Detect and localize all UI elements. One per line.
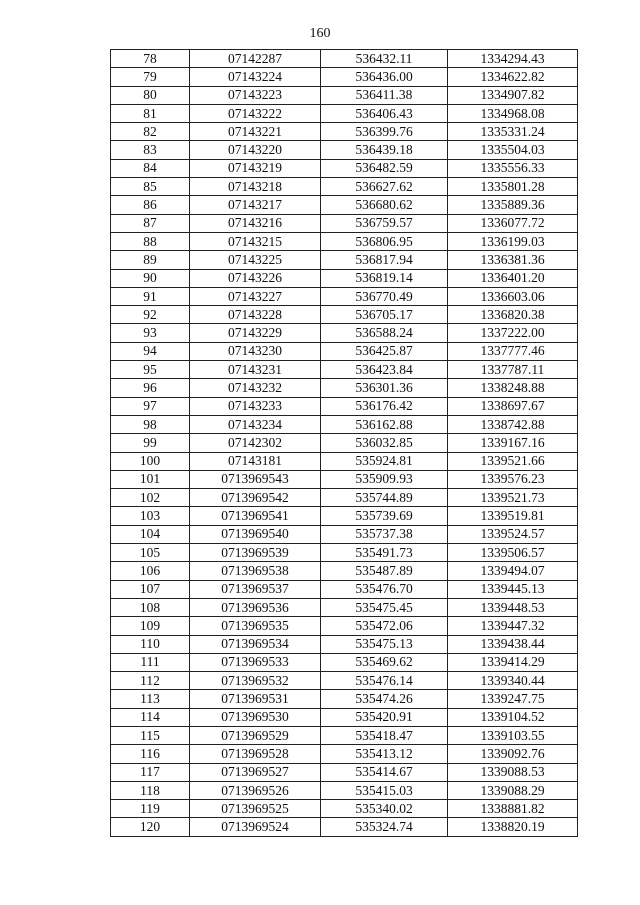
point-number-cell: 119 [111, 800, 190, 818]
table-row [111, 123, 578, 141]
point-number-cell: 83 [111, 141, 190, 159]
point-number-cell: 94 [111, 342, 190, 360]
point-number-cell: 100 [111, 452, 190, 470]
x-coordinate-cell: 536399.76 [321, 123, 448, 141]
point-number-cell: 105 [111, 544, 190, 562]
point-number-cell: 91 [111, 287, 190, 305]
x-coordinate-cell: 536588.24 [321, 324, 448, 342]
y-coordinate-cell: 1338742.88 [448, 415, 578, 433]
point-code-cell: 0713969533 [190, 653, 321, 671]
point-number-cell: 117 [111, 763, 190, 781]
point-number-cell: 89 [111, 251, 190, 269]
point-code-cell: 07143218 [190, 178, 321, 196]
table-row [111, 525, 578, 543]
point-number-cell: 92 [111, 306, 190, 324]
table-row [111, 452, 578, 470]
x-coordinate-cell: 535491.73 [321, 544, 448, 562]
point-number-cell: 96 [111, 379, 190, 397]
table-row [111, 287, 578, 305]
table-row [111, 708, 578, 726]
y-coordinate-cell: 1339414.29 [448, 653, 578, 671]
page-number: 160 [309, 26, 331, 41]
y-coordinate-cell: 1334294.43 [448, 50, 578, 68]
point-code-cell: 0713969535 [190, 617, 321, 635]
x-coordinate-cell: 536759.57 [321, 214, 448, 232]
table-row [111, 104, 578, 122]
point-number-cell: 99 [111, 434, 190, 452]
x-coordinate-cell: 535413.12 [321, 745, 448, 763]
y-coordinate-cell: 1339088.29 [448, 781, 578, 799]
point-number-cell: 81 [111, 104, 190, 122]
y-coordinate-cell: 1339506.57 [448, 544, 578, 562]
table-row [111, 397, 578, 415]
y-coordinate-cell: 1339494.07 [448, 562, 578, 580]
point-code-cell: 07143215 [190, 232, 321, 250]
point-code-cell: 07143219 [190, 159, 321, 177]
point-code-cell: 07143227 [190, 287, 321, 305]
table-row [111, 818, 578, 836]
table-row [111, 68, 578, 86]
x-coordinate-cell: 535418.47 [321, 726, 448, 744]
y-coordinate-cell: 1334968.08 [448, 104, 578, 122]
y-coordinate-cell: 1336199.03 [448, 232, 578, 250]
y-coordinate-cell: 1335889.36 [448, 196, 578, 214]
table-row [111, 617, 578, 635]
x-coordinate-cell: 536032.85 [321, 434, 448, 452]
table-row [111, 489, 578, 507]
point-number-cell: 118 [111, 781, 190, 799]
point-code-cell: 0713969526 [190, 781, 321, 799]
x-coordinate-cell: 535475.13 [321, 635, 448, 653]
point-code-cell: 0713969527 [190, 763, 321, 781]
table-row [111, 544, 578, 562]
point-number-cell: 79 [111, 68, 190, 86]
x-coordinate-cell: 536301.36 [321, 379, 448, 397]
y-coordinate-cell: 1338820.19 [448, 818, 578, 836]
x-coordinate-cell: 536436.00 [321, 68, 448, 86]
point-number-cell: 80 [111, 86, 190, 104]
y-coordinate-cell: 1335331.24 [448, 123, 578, 141]
x-coordinate-cell: 536806.95 [321, 232, 448, 250]
x-coordinate-cell: 535476.14 [321, 672, 448, 690]
point-number-cell: 87 [111, 214, 190, 232]
table-row [111, 178, 578, 196]
table-row [111, 269, 578, 287]
point-code-cell: 07143226 [190, 269, 321, 287]
point-code-cell: 0713969528 [190, 745, 321, 763]
x-coordinate-cell: 535340.02 [321, 800, 448, 818]
x-coordinate-cell: 535474.26 [321, 690, 448, 708]
x-coordinate-cell: 536770.49 [321, 287, 448, 305]
point-number-cell: 90 [111, 269, 190, 287]
point-number-cell: 97 [111, 397, 190, 415]
y-coordinate-cell: 1335556.33 [448, 159, 578, 177]
x-coordinate-cell: 535475.45 [321, 598, 448, 616]
point-code-cell: 0713969531 [190, 690, 321, 708]
table-row [111, 159, 578, 177]
point-code-cell: 07143224 [190, 68, 321, 86]
coordinates-table [110, 49, 578, 837]
point-code-cell: 07143216 [190, 214, 321, 232]
x-coordinate-cell: 536817.94 [321, 251, 448, 269]
y-coordinate-cell: 1339247.75 [448, 690, 578, 708]
y-coordinate-cell: 1339103.55 [448, 726, 578, 744]
point-number-cell: 93 [111, 324, 190, 342]
x-coordinate-cell: 535414.67 [321, 763, 448, 781]
point-code-cell: 0713969529 [190, 726, 321, 744]
point-code-cell: 07143222 [190, 104, 321, 122]
y-coordinate-cell: 1337787.11 [448, 361, 578, 379]
y-coordinate-cell: 1339092.76 [448, 745, 578, 763]
point-code-cell: 07143223 [190, 86, 321, 104]
point-number-cell: 114 [111, 708, 190, 726]
point-code-cell: 07143220 [190, 141, 321, 159]
y-coordinate-cell: 1339576.23 [448, 470, 578, 488]
table-row [111, 196, 578, 214]
point-code-cell: 07142302 [190, 434, 321, 452]
point-code-cell: 0713969541 [190, 507, 321, 525]
table-row [111, 580, 578, 598]
y-coordinate-cell: 1339524.57 [448, 525, 578, 543]
x-coordinate-cell: 536423.84 [321, 361, 448, 379]
point-number-cell: 115 [111, 726, 190, 744]
y-coordinate-cell: 1336603.06 [448, 287, 578, 305]
point-number-cell: 103 [111, 507, 190, 525]
point-code-cell: 07143231 [190, 361, 321, 379]
point-number-cell: 120 [111, 818, 190, 836]
x-coordinate-cell: 536627.62 [321, 178, 448, 196]
x-coordinate-cell: 536411.38 [321, 86, 448, 104]
table-row [111, 745, 578, 763]
x-coordinate-cell: 535476.70 [321, 580, 448, 598]
point-number-cell: 116 [111, 745, 190, 763]
point-code-cell: 0713969540 [190, 525, 321, 543]
point-number-cell: 98 [111, 415, 190, 433]
point-number-cell: 85 [111, 178, 190, 196]
point-number-cell: 112 [111, 672, 190, 690]
point-number-cell: 101 [111, 470, 190, 488]
point-code-cell: 0713969532 [190, 672, 321, 690]
table-row [111, 324, 578, 342]
y-coordinate-cell: 1338248.88 [448, 379, 578, 397]
point-code-cell: 0713969543 [190, 470, 321, 488]
y-coordinate-cell: 1339519.81 [448, 507, 578, 525]
x-coordinate-cell: 536680.62 [321, 196, 448, 214]
point-code-cell: 07143232 [190, 379, 321, 397]
point-code-cell: 07143233 [190, 397, 321, 415]
point-number-cell: 104 [111, 525, 190, 543]
point-number-cell: 86 [111, 196, 190, 214]
table-row [111, 562, 578, 580]
y-coordinate-cell: 1337222.00 [448, 324, 578, 342]
y-coordinate-cell: 1339438.44 [448, 635, 578, 653]
y-coordinate-cell: 1338881.82 [448, 800, 578, 818]
x-coordinate-cell: 536705.17 [321, 306, 448, 324]
point-code-cell: 0713969524 [190, 818, 321, 836]
point-code-cell: 07143225 [190, 251, 321, 269]
y-coordinate-cell: 1335504.03 [448, 141, 578, 159]
point-number-cell: 108 [111, 598, 190, 616]
point-number-cell: 95 [111, 361, 190, 379]
table-row [111, 306, 578, 324]
y-coordinate-cell: 1339445.13 [448, 580, 578, 598]
table-row [111, 781, 578, 799]
point-code-cell: 07143234 [190, 415, 321, 433]
table-row [111, 361, 578, 379]
x-coordinate-cell: 535737.38 [321, 525, 448, 543]
point-number-cell: 107 [111, 580, 190, 598]
point-number-cell: 111 [111, 653, 190, 671]
y-coordinate-cell: 1335801.28 [448, 178, 578, 196]
y-coordinate-cell: 1338697.67 [448, 397, 578, 415]
table-row [111, 507, 578, 525]
y-coordinate-cell: 1334622.82 [448, 68, 578, 86]
point-number-cell: 82 [111, 123, 190, 141]
table-row [111, 434, 578, 452]
table-row [111, 50, 578, 68]
x-coordinate-cell: 535924.81 [321, 452, 448, 470]
y-coordinate-cell: 1336820.38 [448, 306, 578, 324]
point-code-cell: 07143181 [190, 452, 321, 470]
point-code-cell: 0713969539 [190, 544, 321, 562]
table-row [111, 470, 578, 488]
y-coordinate-cell: 1339521.73 [448, 489, 578, 507]
x-coordinate-cell: 535739.69 [321, 507, 448, 525]
point-code-cell: 0713969536 [190, 598, 321, 616]
point-code-cell: 0713969538 [190, 562, 321, 580]
x-coordinate-cell: 536176.42 [321, 397, 448, 415]
table-row [111, 672, 578, 690]
point-number-cell: 78 [111, 50, 190, 68]
table-row [111, 86, 578, 104]
x-coordinate-cell: 535324.74 [321, 818, 448, 836]
table-row [111, 415, 578, 433]
table-row [111, 763, 578, 781]
point-number-cell: 88 [111, 232, 190, 250]
y-coordinate-cell: 1339088.53 [448, 763, 578, 781]
x-coordinate-cell: 535415.03 [321, 781, 448, 799]
table-row [111, 214, 578, 232]
table-row [111, 726, 578, 744]
point-code-cell: 07142287 [190, 50, 321, 68]
x-coordinate-cell: 536439.18 [321, 141, 448, 159]
x-coordinate-cell: 535487.89 [321, 562, 448, 580]
table-row [111, 635, 578, 653]
x-coordinate-cell: 536482.59 [321, 159, 448, 177]
table-row [111, 342, 578, 360]
point-code-cell: 0713969542 [190, 489, 321, 507]
point-code-cell: 0713969530 [190, 708, 321, 726]
table-row [111, 141, 578, 159]
y-coordinate-cell: 1336401.20 [448, 269, 578, 287]
x-coordinate-cell: 536432.11 [321, 50, 448, 68]
table-row [111, 251, 578, 269]
y-coordinate-cell: 1337777.46 [448, 342, 578, 360]
x-coordinate-cell: 535420.91 [321, 708, 448, 726]
point-number-cell: 109 [111, 617, 190, 635]
point-number-cell: 106 [111, 562, 190, 580]
x-coordinate-cell: 535472.06 [321, 617, 448, 635]
y-coordinate-cell: 1339521.66 [448, 452, 578, 470]
x-coordinate-cell: 535469.62 [321, 653, 448, 671]
y-coordinate-cell: 1339340.44 [448, 672, 578, 690]
x-coordinate-cell: 536406.43 [321, 104, 448, 122]
x-coordinate-cell: 536819.14 [321, 269, 448, 287]
point-number-cell: 110 [111, 635, 190, 653]
point-code-cell: 0713969525 [190, 800, 321, 818]
point-code-cell: 07143228 [190, 306, 321, 324]
table-row [111, 598, 578, 616]
table-row [111, 800, 578, 818]
y-coordinate-cell: 1339447.32 [448, 617, 578, 635]
y-coordinate-cell: 1339167.16 [448, 434, 578, 452]
point-code-cell: 07143230 [190, 342, 321, 360]
y-coordinate-cell: 1339104.52 [448, 708, 578, 726]
x-coordinate-cell: 536425.87 [321, 342, 448, 360]
y-coordinate-cell: 1336077.72 [448, 214, 578, 232]
point-number-cell: 84 [111, 159, 190, 177]
point-code-cell: 07143217 [190, 196, 321, 214]
x-coordinate-cell: 536162.88 [321, 415, 448, 433]
x-coordinate-cell: 535744.89 [321, 489, 448, 507]
y-coordinate-cell: 1339448.53 [448, 598, 578, 616]
y-coordinate-cell: 1336381.36 [448, 251, 578, 269]
point-number-cell: 113 [111, 690, 190, 708]
x-coordinate-cell: 535909.93 [321, 470, 448, 488]
table-row [111, 379, 578, 397]
coordinates-table-body [111, 50, 578, 837]
point-number-cell: 102 [111, 489, 190, 507]
table-row [111, 653, 578, 671]
point-code-cell: 07143229 [190, 324, 321, 342]
point-code-cell: 0713969534 [190, 635, 321, 653]
table-row [111, 690, 578, 708]
table-row [111, 232, 578, 250]
point-code-cell: 07143221 [190, 123, 321, 141]
point-code-cell: 0713969537 [190, 580, 321, 598]
y-coordinate-cell: 1334907.82 [448, 86, 578, 104]
